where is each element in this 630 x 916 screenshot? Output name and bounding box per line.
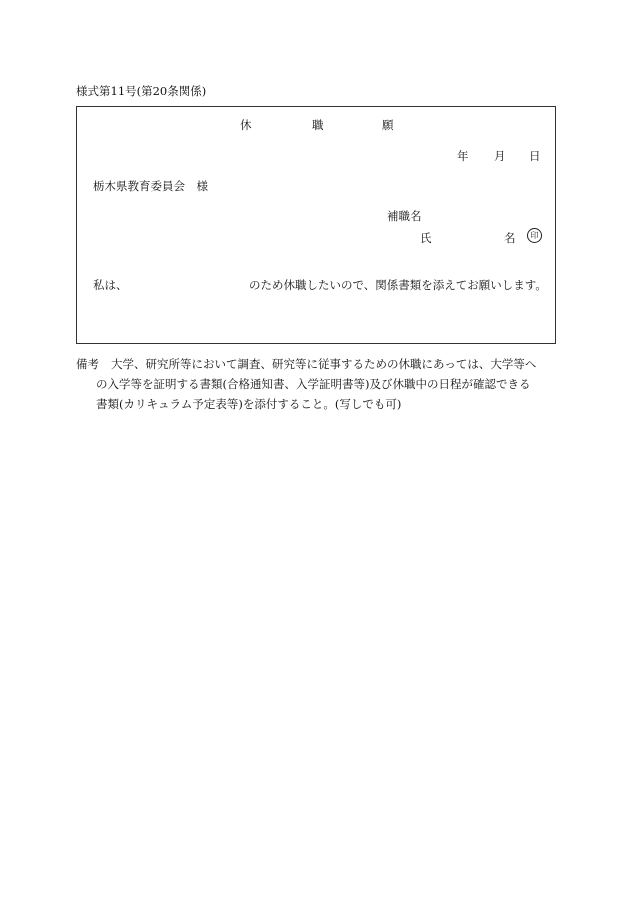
remark-label: 備考	[76, 357, 99, 371]
form-number: 様式第11号(第20条関係)	[76, 84, 207, 98]
date-year-label: 年	[457, 149, 469, 163]
remark-note	[76, 354, 566, 414]
seal-mark: 印	[527, 228, 542, 243]
addressee: 栃木県教育委員会 様	[93, 179, 208, 193]
title-char-3: 願	[382, 118, 394, 132]
name-label-first: 氏	[420, 231, 432, 245]
remark-line-2: の入学等を証明する書類(合格通知書、入学証明書等)及び休職中の日程が確認できる	[96, 377, 531, 391]
title-char-2: 職	[312, 118, 324, 132]
remark-line-3: 書類(カリキュラム予定表等)を添付すること。(写しでも可)	[96, 397, 402, 411]
body-text: のため休職したいので、関係書類を添えてお願いします。	[249, 278, 547, 292]
body-prefix: 私は、	[93, 278, 128, 292]
form-title	[77, 117, 555, 133]
remark-text-1: 大学、研究所等において調査、研究等に従事するための休職にあっては、大学等へ	[111, 357, 537, 371]
position-label: 補職名	[387, 209, 422, 223]
date-month-label: 月	[494, 149, 506, 163]
date-day-label: 日	[529, 149, 541, 163]
application-form-box	[76, 106, 556, 344]
title-char-1: 休	[240, 118, 252, 132]
name-label-second: 名	[504, 231, 516, 245]
remark-line-1	[76, 354, 566, 374]
